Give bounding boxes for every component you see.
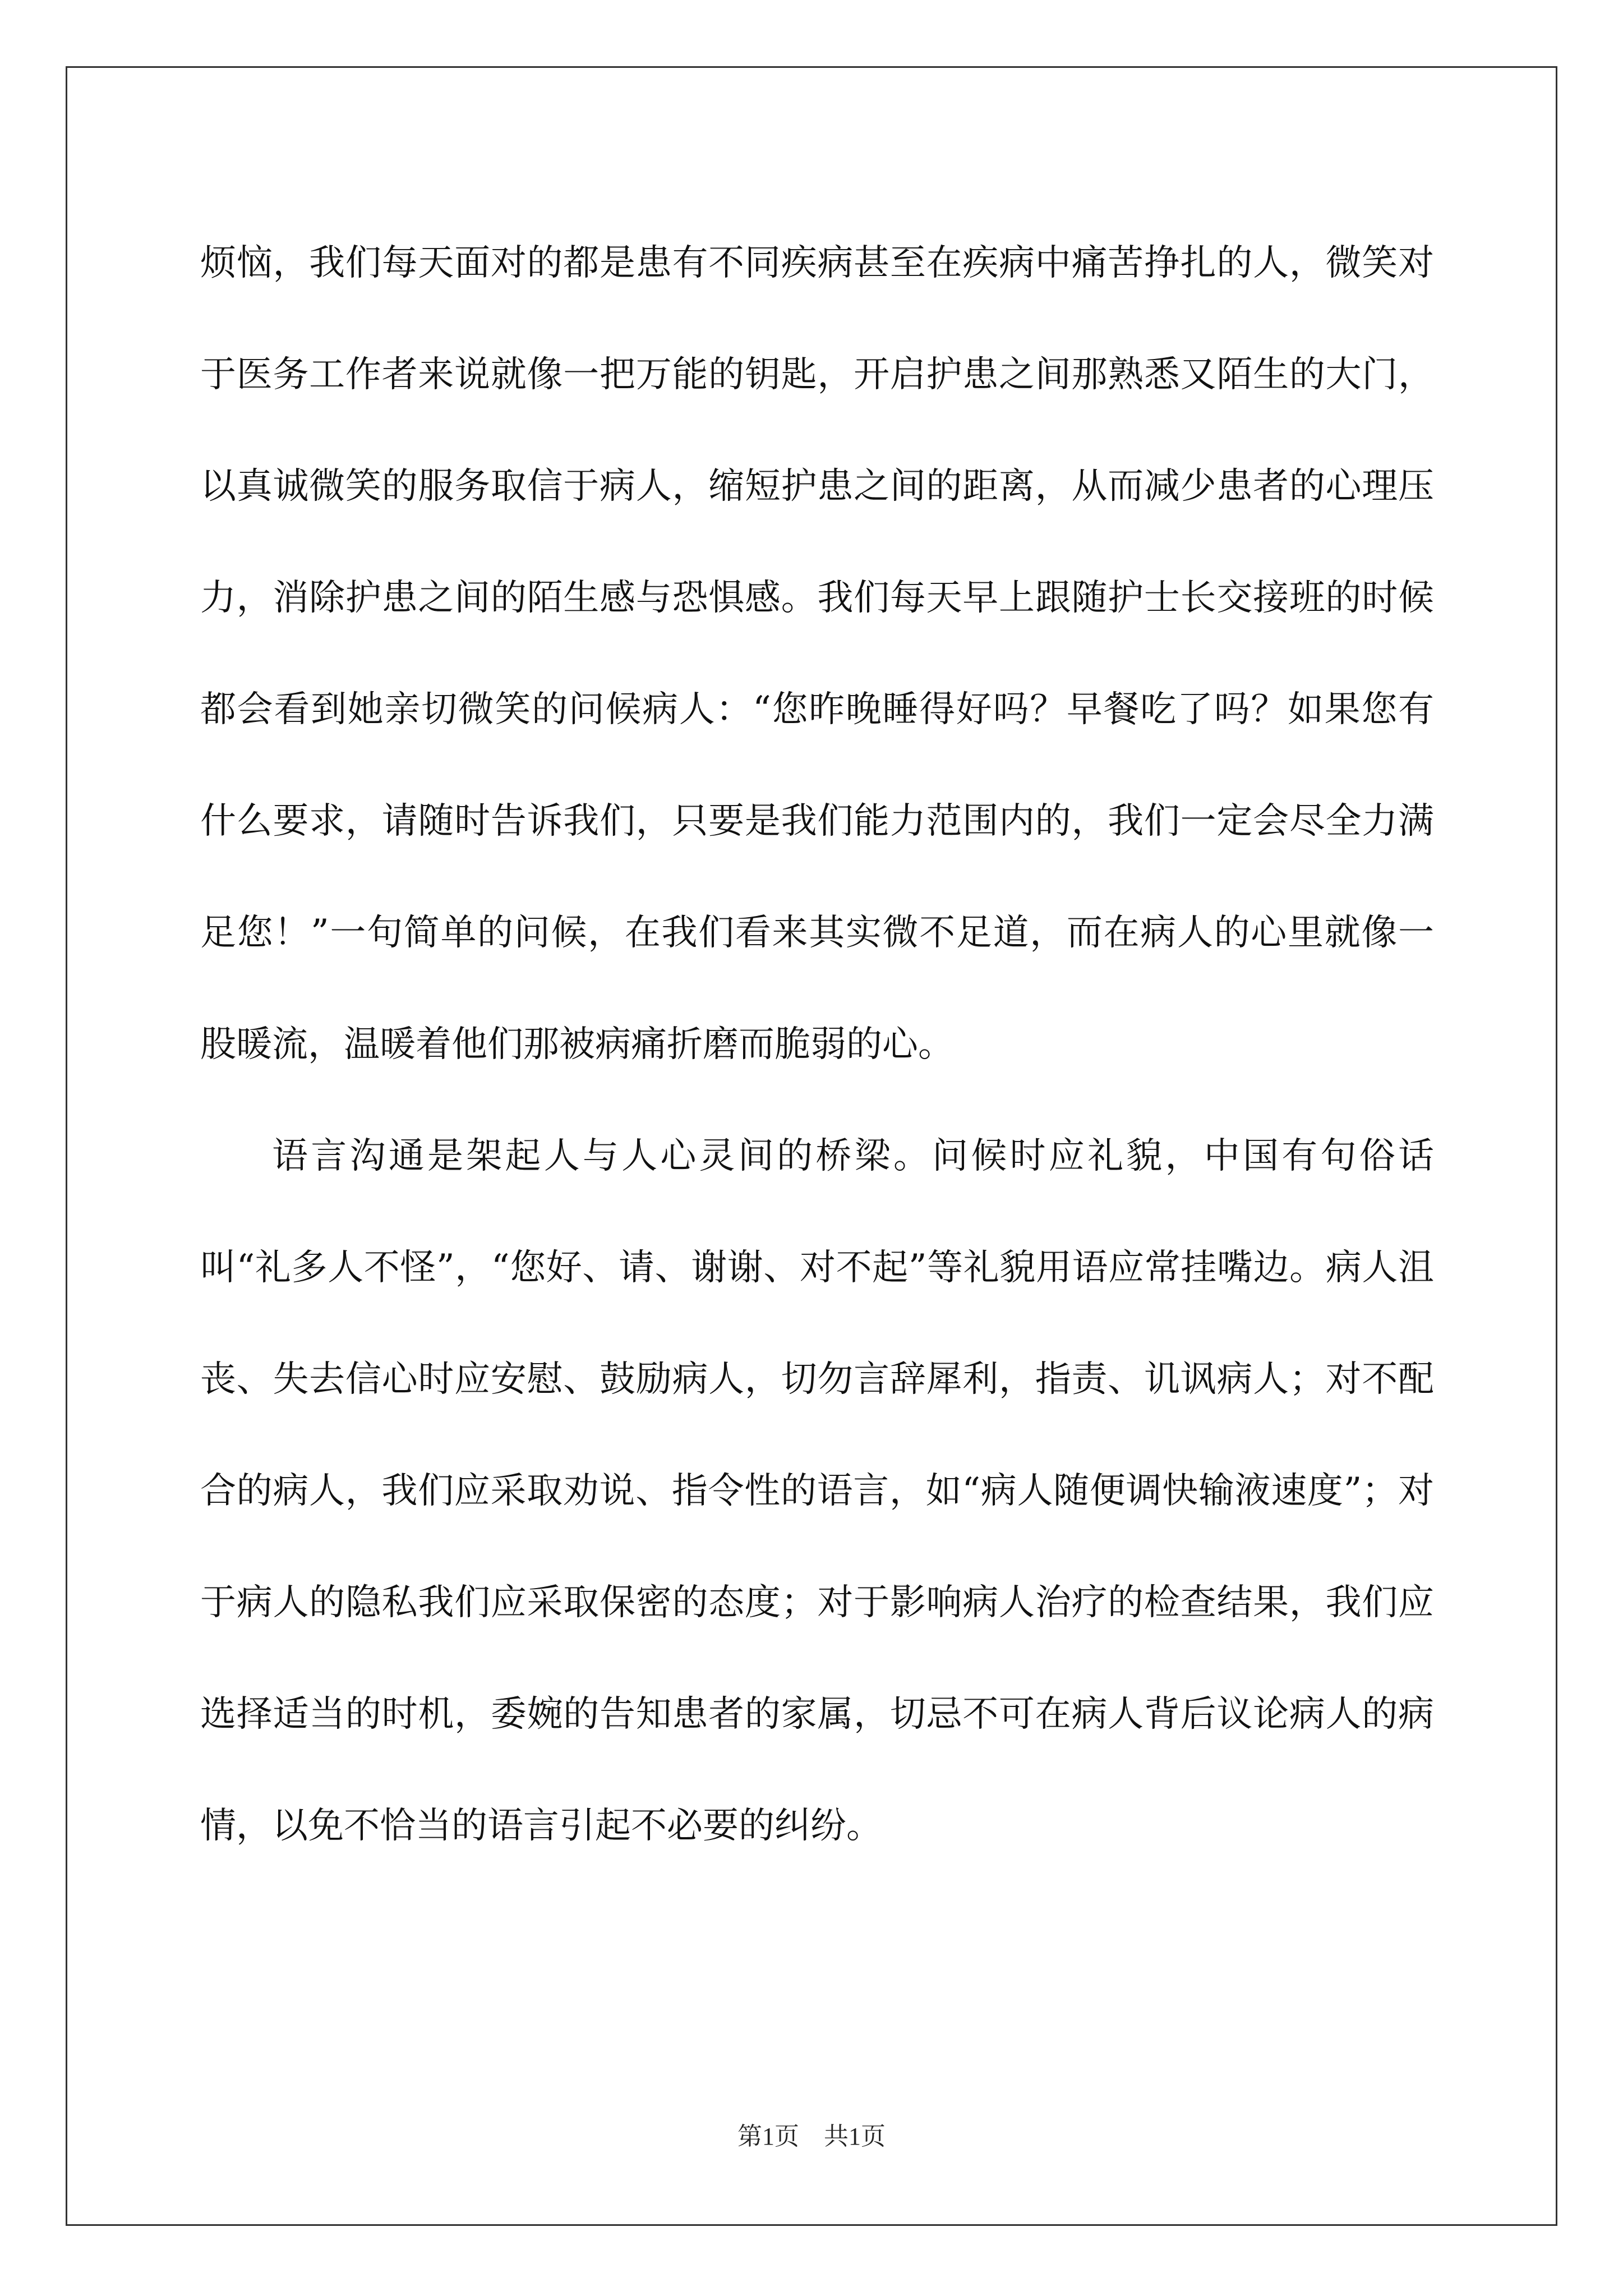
page-number-footer: 第1页 共1页 — [737, 2123, 886, 2150]
document-body — [200, 208, 1434, 1882]
paragraph-2: 语言沟通是架起人与人心灵间的桥梁。问候时应礼貌，中国有句俗话叫“礼多人不怪”，“您好、请、谢谢、对不起”等礼貌用语应常挂嘴边。病人沮丧、失去信心时应安慰、鼓励病人，切勿言辞犀利，指责、讥讽病人；对不配合的病人，我们应采取劝说、指令性的语言，如“病人随便调快输液速度”；对于病人的隐私我们应采取保密的态度；对于影响病人治疗的检查结果，我们应选择适当的时机，委婉的告知患者的家属，切忌不可在病人背后议论病人的病情，以免不恰当的语言引起不必要的纠纷。 — [200, 1135, 1434, 1847]
paragraph-1: 烦恼，我们每天面对的都是患有不同疾病甚至在疾病中痛苦挣扎的人，微笑对于医务工作者来说就像一把万能的钥匙，开启护患之间那熟悉又陌生的大门，以真诚微笑的服务取信于病人，缩短护患之间的距离，从而减少患者的心理压力，消除护患之间的陌生感与恐惧感。我们每天早上跟随护士长交接班的时候都会看到她亲切微笑的问候病人：“您昨晚睡得好吗？早餐吃了吗？如果您有什么要求，请随时告诉我们，只要是我们能力范围内的，我们一定会尽全力满足您！”一句简单的问候，在我们看来其实微不足道，而在病人的心里就像一股暖流，温暖着他们那被病痛折磨而脆弱的心。 — [200, 242, 1434, 1065]
